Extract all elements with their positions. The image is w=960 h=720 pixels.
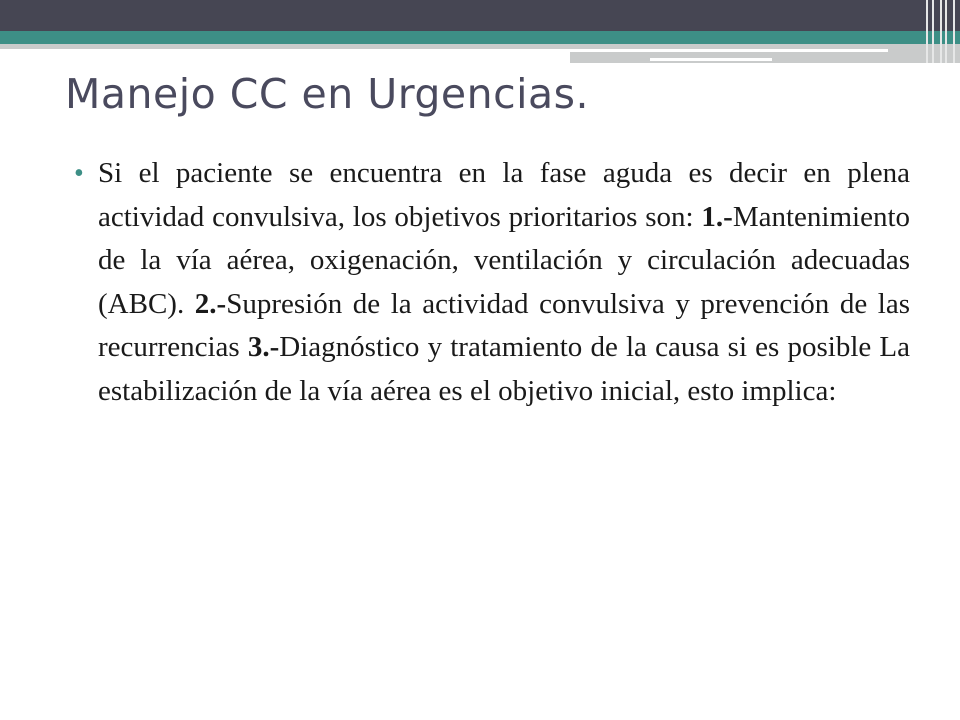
bullet-item (74, 152, 910, 413)
header-vertical-stripes (920, 0, 960, 63)
header-teal-bar (0, 31, 960, 44)
header-gray-bar (0, 44, 570, 49)
item-1-number: 1.- (701, 200, 733, 233)
header-white-strip (570, 49, 888, 52)
paragraph-intro: Si el paciente se encuentra en la fase aguda es decir en plena actividad convulsiva, los objetivos prioritarios son: (98, 157, 910, 233)
header-dark-bar (0, 0, 960, 31)
bullet-paragraph (98, 152, 910, 413)
header-white-strip-short (650, 58, 772, 61)
slide-body (74, 152, 910, 413)
slide-title: Manejo CC en Urgencias. (65, 70, 590, 118)
item-2-text: Supresión de la actividad convulsiva y prevención de las recurrencias (98, 287, 911, 363)
bullet-icon: • (74, 158, 84, 189)
item-1-text: Mantenimiento de la vía aérea, oxigenación, ventilación y circulación adecuadas (ABC). (98, 200, 910, 320)
item-3-text: Diagnóstico y tratamiento de la causa si es posible La estabilización de la vía aérea es el objetivo inicial, esto implica: (98, 331, 911, 407)
item-2-number: 2.- (194, 287, 227, 320)
item-3-number: 3.- (247, 331, 280, 363)
